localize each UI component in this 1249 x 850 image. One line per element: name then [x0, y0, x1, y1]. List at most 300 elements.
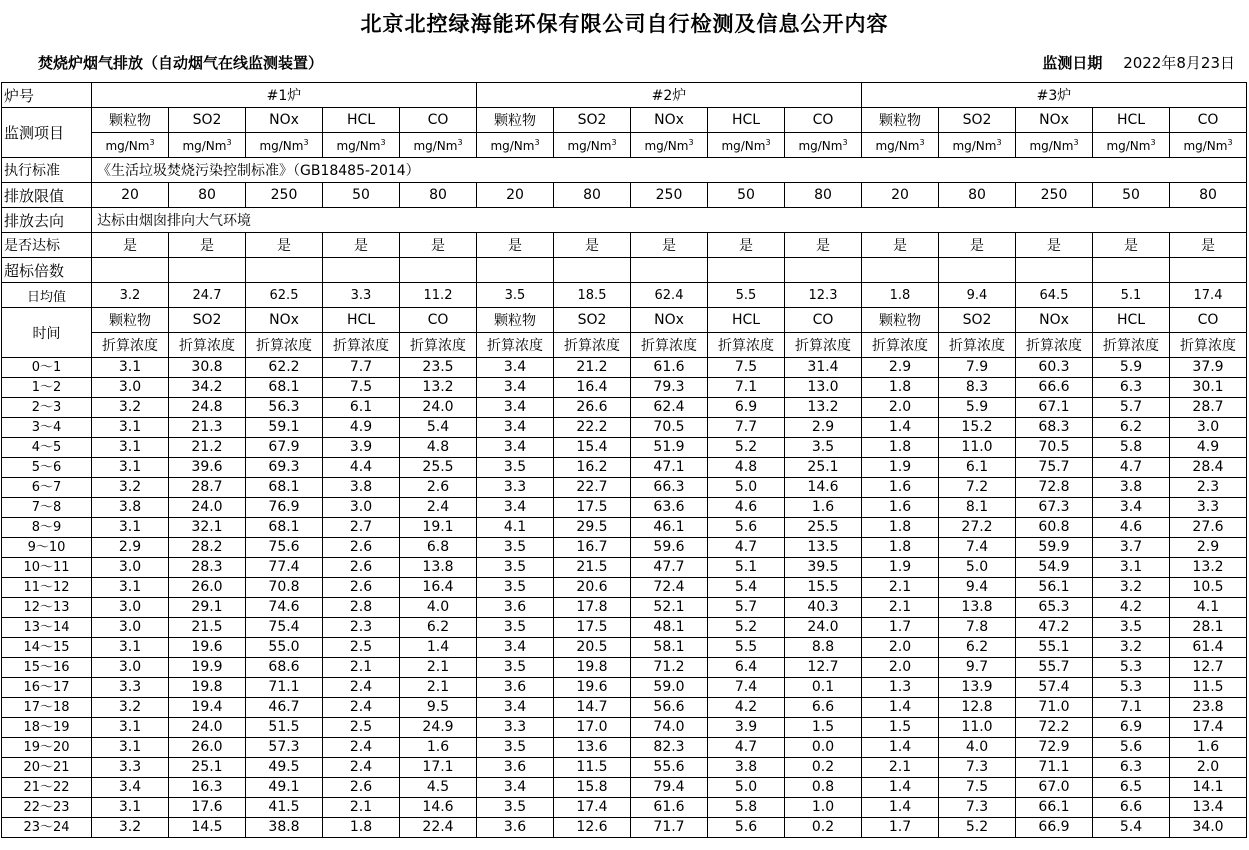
hourly-value: 11.5 — [554, 758, 631, 778]
hourly-value: 4.1 — [477, 518, 554, 538]
hourly-value: 21.2 — [554, 358, 631, 378]
converted-label: 折算浓度 — [785, 333, 862, 358]
hourly-value: 0.2 — [785, 758, 862, 778]
hourly-value: 1.5 — [862, 718, 939, 738]
hourly-value: 67.0 — [1016, 778, 1093, 798]
hourly-value: 51.9 — [631, 438, 708, 458]
hourly-value: 55.1 — [1016, 638, 1093, 658]
hourly-value: 3.5 — [1093, 618, 1170, 638]
pollutant-header: NOx — [631, 108, 708, 133]
compliant-value: 是 — [323, 233, 400, 258]
hourly-value: 15.2 — [939, 418, 1016, 438]
hourly-value: 1.3 — [862, 678, 939, 698]
pollutant-header: HCL — [708, 108, 785, 133]
hourly-value: 37.9 — [1170, 358, 1247, 378]
hourly-row — [2, 778, 1247, 798]
hourly-value: 27.6 — [1170, 518, 1247, 538]
hourly-value: 2.9 — [785, 418, 862, 438]
hourly-value: 2.6 — [400, 478, 477, 498]
hourly-value: 72.8 — [1016, 478, 1093, 498]
hourly-value: 6.9 — [1093, 718, 1170, 738]
hourly-row — [2, 658, 1247, 678]
hourly-value: 75.6 — [246, 538, 323, 558]
hourly-value: 4.1 — [1170, 598, 1247, 618]
hourly-value: 2.1 — [323, 658, 400, 678]
converted-label: 折算浓度 — [246, 333, 323, 358]
unit-cell — [708, 133, 785, 158]
hourly-value: 2.1 — [400, 678, 477, 698]
hourly-value: 31.4 — [785, 358, 862, 378]
hourly-row — [2, 518, 1247, 538]
daily-average-value: 5.5 — [708, 283, 785, 308]
hourly-value: 3.1 — [1093, 558, 1170, 578]
hourly-value: 9.4 — [939, 578, 1016, 598]
compliant-value: 是 — [92, 233, 169, 258]
hourly-value: 21.2 — [169, 438, 246, 458]
unit-text: mg/Nm — [413, 138, 458, 153]
hourly-value: 14.1 — [1170, 778, 1247, 798]
hourly-value: 21.5 — [169, 618, 246, 638]
hourly-row — [2, 458, 1247, 478]
unit-text: mg/Nm — [336, 138, 381, 153]
hourly-value: 19.9 — [169, 658, 246, 678]
hourly-value: 28.3 — [169, 558, 246, 578]
hourly-value: 17.4 — [554, 798, 631, 818]
hourly-value: 6.3 — [1093, 758, 1170, 778]
hourly-value: 1.4 — [862, 798, 939, 818]
hourly-value: 7.8 — [939, 618, 1016, 638]
hourly-value: 3.8 — [708, 758, 785, 778]
hourly-pollutant-header: NOx — [631, 308, 708, 333]
unit-cell — [939, 133, 1016, 158]
hourly-value: 79.4 — [631, 778, 708, 798]
hourly-value: 3.4 — [477, 378, 554, 398]
hourly-value: 0.2 — [785, 818, 862, 838]
hourly-value: 3.0 — [92, 558, 169, 578]
hourly-value: 6.2 — [939, 638, 1016, 658]
unit-cell — [92, 133, 169, 158]
hourly-value: 1.4 — [400, 638, 477, 658]
hourly-value: 32.1 — [169, 518, 246, 538]
hourly-value: 7.7 — [323, 358, 400, 378]
hourly-value: 2.0 — [862, 638, 939, 658]
unit-text: mg/Nm — [182, 138, 227, 153]
hourly-value: 11.0 — [939, 438, 1016, 458]
limit-value: 80 — [400, 183, 477, 208]
hourly-value: 21.5 — [554, 558, 631, 578]
hourly-value: 25.1 — [785, 458, 862, 478]
hourly-value: 3.1 — [92, 798, 169, 818]
exceed-value — [631, 258, 708, 283]
limit-value: 50 — [1093, 183, 1170, 208]
hourly-value: 1.6 — [862, 498, 939, 518]
hourly-value: 3.5 — [477, 538, 554, 558]
hourly-value: 1.8 — [323, 818, 400, 838]
row-label-time: 时间 — [2, 308, 92, 358]
time-range: 1～2 — [2, 378, 92, 398]
hourly-pollutant-header: CO — [1170, 308, 1247, 333]
daily-average-value: 3.3 — [323, 283, 400, 308]
hourly-value: 56.1 — [1016, 578, 1093, 598]
hourly-value: 28.1 — [1170, 618, 1247, 638]
time-range: 9～10 — [2, 538, 92, 558]
unit-text: mg/Nm — [1029, 138, 1074, 153]
hourly-value: 5.9 — [1093, 358, 1170, 378]
converted-label: 折算浓度 — [554, 333, 631, 358]
hourly-value: 71.0 — [1016, 698, 1093, 718]
hourly-value: 5.0 — [708, 478, 785, 498]
unit-cell — [862, 133, 939, 158]
hourly-value: 7.1 — [1093, 698, 1170, 718]
hourly-value: 3.5 — [477, 458, 554, 478]
hourly-row — [2, 558, 1247, 578]
hourly-value: 12.7 — [785, 658, 862, 678]
hourly-row — [2, 478, 1247, 498]
hourly-value: 19.8 — [169, 678, 246, 698]
converted-label: 折算浓度 — [939, 333, 1016, 358]
hourly-value: 0.1 — [785, 678, 862, 698]
unit-cell — [1016, 133, 1093, 158]
hourly-value: 2.4 — [323, 678, 400, 698]
date-value: 2022年8月23日 — [1123, 54, 1235, 72]
hourly-value: 28.4 — [1170, 458, 1247, 478]
pollutant-header: 颗粒物 — [92, 108, 169, 133]
converted-label: 折算浓度 — [477, 333, 554, 358]
hourly-value: 7.4 — [708, 678, 785, 698]
unit-superscript: 3 — [611, 137, 617, 147]
hourly-value: 10.5 — [1170, 578, 1247, 598]
hourly-value: 23.8 — [1170, 698, 1247, 718]
hourly-value: 68.1 — [246, 378, 323, 398]
hourly-value: 70.5 — [631, 418, 708, 438]
hourly-pollutant-header: SO2 — [169, 308, 246, 333]
hourly-value: 3.0 — [323, 498, 400, 518]
hourly-row — [2, 598, 1247, 618]
hourly-value: 5.5 — [708, 638, 785, 658]
hourly-value: 3.1 — [92, 738, 169, 758]
hourly-value: 3.3 — [92, 678, 169, 698]
hourly-value: 5.6 — [1093, 738, 1170, 758]
hourly-value: 66.3 — [631, 478, 708, 498]
exceed-value — [477, 258, 554, 283]
hourly-value: 17.1 — [400, 758, 477, 778]
hourly-value: 69.3 — [246, 458, 323, 478]
pollutant-header: SO2 — [554, 108, 631, 133]
hourly-value: 2.0 — [862, 658, 939, 678]
hourly-value: 11.5 — [1170, 678, 1247, 698]
hourly-value: 2.3 — [1170, 478, 1247, 498]
hourly-value: 79.3 — [631, 378, 708, 398]
pollutant-header: CO — [1170, 108, 1247, 133]
row-label-daily-average: 日均值 — [2, 283, 92, 308]
hourly-value: 3.2 — [92, 698, 169, 718]
unit-text: mg/Nm — [259, 138, 304, 153]
hourly-value: 30.8 — [169, 358, 246, 378]
hourly-value: 1.6 — [400, 738, 477, 758]
hourly-value: 7.3 — [939, 758, 1016, 778]
hourly-value: 68.3 — [1016, 418, 1093, 438]
time-range: 13～14 — [2, 618, 92, 638]
limit-value: 80 — [554, 183, 631, 208]
row-label-furnace: 炉号 — [2, 83, 92, 108]
daily-average-value: 1.8 — [862, 283, 939, 308]
hourly-value: 24.9 — [400, 718, 477, 738]
exceed-value — [939, 258, 1016, 283]
compliant-row — [2, 233, 1247, 258]
hourly-row — [2, 738, 1247, 758]
exceed-value — [92, 258, 169, 283]
time-range: 10～11 — [2, 558, 92, 578]
hourly-value: 4.6 — [708, 498, 785, 518]
hourly-value: 6.1 — [939, 458, 1016, 478]
hourly-value: 7.2 — [939, 478, 1016, 498]
exceed-value — [708, 258, 785, 283]
hourly-value: 2.6 — [323, 558, 400, 578]
hourly-pollutant-header: 颗粒物 — [862, 308, 939, 333]
unit-cell — [323, 133, 400, 158]
hourly-value: 8.3 — [939, 378, 1016, 398]
hourly-value: 2.4 — [323, 698, 400, 718]
hourly-value: 3.5 — [477, 558, 554, 578]
unit-text: mg/Nm — [952, 138, 997, 153]
hourly-value: 6.4 — [708, 658, 785, 678]
hourly-value: 2.4 — [323, 738, 400, 758]
hourly-value: 11.0 — [939, 718, 1016, 738]
hourly-value: 28.7 — [169, 478, 246, 498]
hourly-value: 9.5 — [400, 698, 477, 718]
hourly-value: 82.3 — [631, 738, 708, 758]
unit-text: mg/Nm — [1106, 138, 1151, 153]
hourly-value: 75.4 — [246, 618, 323, 638]
exceed-value — [246, 258, 323, 283]
unit-superscript: 3 — [380, 137, 386, 147]
hourly-row — [2, 718, 1247, 738]
hourly-value: 15.4 — [554, 438, 631, 458]
hourly-value: 26.6 — [554, 398, 631, 418]
hourly-value: 66.1 — [1016, 798, 1093, 818]
hourly-value: 25.5 — [400, 458, 477, 478]
hourly-value: 20.5 — [554, 638, 631, 658]
hourly-value: 3.9 — [323, 438, 400, 458]
hourly-value: 2.6 — [323, 578, 400, 598]
time-range: 22～23 — [2, 798, 92, 818]
hourly-value: 4.8 — [708, 458, 785, 478]
hourly-value: 7.9 — [939, 358, 1016, 378]
hourly-value: 24.8 — [169, 398, 246, 418]
hourly-value: 4.0 — [400, 598, 477, 618]
time-range: 15～16 — [2, 658, 92, 678]
hourly-value: 14.5 — [169, 818, 246, 838]
hourly-value: 3.4 — [92, 778, 169, 798]
hourly-value: 49.5 — [246, 758, 323, 778]
hourly-value: 5.2 — [708, 618, 785, 638]
unit-cell — [400, 133, 477, 158]
limit-value: 80 — [785, 183, 862, 208]
unit-superscript: 3 — [1227, 137, 1233, 147]
hourly-value: 38.8 — [246, 818, 323, 838]
hourly-value: 34.0 — [1170, 818, 1247, 838]
unit-superscript: 3 — [688, 137, 694, 147]
unit-text: mg/Nm — [567, 138, 612, 153]
hourly-value: 2.6 — [323, 538, 400, 558]
time-range: 18～19 — [2, 718, 92, 738]
hourly-value: 56.3 — [246, 398, 323, 418]
daily-average-row — [2, 283, 1247, 308]
hourly-value: 55.7 — [1016, 658, 1093, 678]
hourly-pollutant-header: HCL — [1093, 308, 1170, 333]
hourly-value: 63.6 — [631, 498, 708, 518]
hourly-value: 3.1 — [92, 518, 169, 538]
hourly-value: 20.6 — [554, 578, 631, 598]
daily-average-value: 3.5 — [477, 283, 554, 308]
row-label-limit: 排放限值 — [2, 183, 92, 208]
unit-text: mg/Nm — [1183, 138, 1228, 153]
hourly-value: 61.6 — [631, 358, 708, 378]
hourly-value: 3.5 — [477, 578, 554, 598]
hourly-pollutant-header: NOx — [1016, 308, 1093, 333]
hourly-value: 28.7 — [1170, 398, 1247, 418]
hourly-value: 2.8 — [323, 598, 400, 618]
hourly-value: 9.7 — [939, 658, 1016, 678]
hourly-value: 2.1 — [862, 578, 939, 598]
hourly-value: 3.1 — [92, 718, 169, 738]
exceed-value — [1093, 258, 1170, 283]
hourly-value: 3.2 — [1093, 578, 1170, 598]
hourly-value: 67.1 — [1016, 398, 1093, 418]
limit-value: 50 — [708, 183, 785, 208]
unit-cell — [1170, 133, 1247, 158]
hourly-pollutant-header: NOx — [246, 308, 323, 333]
unit-superscript: 3 — [765, 137, 771, 147]
hourly-value: 76.9 — [246, 498, 323, 518]
limit-value: 20 — [862, 183, 939, 208]
hourly-value: 48.1 — [631, 618, 708, 638]
hourly-value: 3.4 — [1093, 498, 1170, 518]
daily-average-value: 9.4 — [939, 283, 1016, 308]
hourly-value: 29.5 — [554, 518, 631, 538]
hourly-value: 3.8 — [1093, 478, 1170, 498]
daily-average-value: 11.2 — [400, 283, 477, 308]
hourly-value: 59.6 — [631, 538, 708, 558]
hourly-row — [2, 618, 1247, 638]
hourly-value: 24.0 — [785, 618, 862, 638]
hourly-value: 4.6 — [1093, 518, 1170, 538]
unit-cell — [1093, 133, 1170, 158]
hourly-value: 2.1 — [400, 658, 477, 678]
hourly-value: 1.6 — [785, 498, 862, 518]
hourly-value: 3.4 — [477, 698, 554, 718]
hourly-value: 2.9 — [92, 538, 169, 558]
hourly-value: 14.6 — [785, 478, 862, 498]
row-label-compliant: 是否达标 — [2, 233, 92, 258]
daily-average-value: 62.5 — [246, 283, 323, 308]
daily-average-value: 5.1 — [1093, 283, 1170, 308]
page-title: 北京北控绿海能环保有限公司自行检测及信息公开内容 — [360, 11, 889, 36]
hourly-value: 3.1 — [92, 578, 169, 598]
time-range: 2～3 — [2, 398, 92, 418]
pollutant-row — [2, 108, 1247, 133]
hourly-value: 1.7 — [862, 818, 939, 838]
hourly-value: 67.3 — [1016, 498, 1093, 518]
hourly-pollutant-header: HCL — [708, 308, 785, 333]
hourly-value: 4.8 — [400, 438, 477, 458]
unit-text: mg/Nm — [490, 138, 535, 153]
hourly-value: 27.2 — [939, 518, 1016, 538]
hourly-value: 0.8 — [785, 778, 862, 798]
compliant-value: 是 — [554, 233, 631, 258]
hourly-value: 62.4 — [631, 398, 708, 418]
hourly-value: 72.9 — [1016, 738, 1093, 758]
unit-cell — [554, 133, 631, 158]
hourly-value: 4.7 — [1093, 458, 1170, 478]
hourly-value: 3.4 — [477, 398, 554, 418]
compliant-value: 是 — [939, 233, 1016, 258]
hourly-value: 6.1 — [323, 398, 400, 418]
hourly-value: 3.4 — [477, 498, 554, 518]
hourly-value: 77.4 — [246, 558, 323, 578]
hourly-value: 17.5 — [554, 498, 631, 518]
destination-text: 达标由烟囱排向大气环境 — [92, 208, 1247, 233]
hourly-value: 7.7 — [708, 418, 785, 438]
hourly-value: 1.4 — [862, 418, 939, 438]
hourly-value: 4.0 — [939, 738, 1016, 758]
unit-row — [2, 133, 1247, 158]
exceed-value — [169, 258, 246, 283]
exceed-value — [323, 258, 400, 283]
limit-value: 80 — [939, 183, 1016, 208]
exceed-value — [554, 258, 631, 283]
hourly-value: 6.8 — [400, 538, 477, 558]
limit-value: 250 — [631, 183, 708, 208]
unit-cell — [631, 133, 708, 158]
compliant-value: 是 — [862, 233, 939, 258]
table-subtitle: 焚烧炉烟气排放（自动烟气在线监测装置） — [38, 54, 324, 72]
time-range: 7～8 — [2, 498, 92, 518]
hourly-value: 4.9 — [1170, 438, 1247, 458]
hourly-value: 2.4 — [323, 758, 400, 778]
compliant-value: 是 — [785, 233, 862, 258]
hourly-value: 58.1 — [631, 638, 708, 658]
hourly-value: 2.0 — [862, 398, 939, 418]
hourly-value: 1.5 — [785, 718, 862, 738]
hourly-value: 2.1 — [862, 758, 939, 778]
hourly-value: 75.7 — [1016, 458, 1093, 478]
hourly-value: 3.5 — [477, 738, 554, 758]
unit-superscript: 3 — [996, 137, 1002, 147]
hourly-value: 2.9 — [862, 358, 939, 378]
hourly-value: 70.5 — [1016, 438, 1093, 458]
hourly-value: 60.3 — [1016, 358, 1093, 378]
hourly-row — [2, 698, 1247, 718]
limit-value: 20 — [477, 183, 554, 208]
hourly-value: 3.8 — [323, 478, 400, 498]
hourly-value: 71.2 — [631, 658, 708, 678]
hourly-value: 3.6 — [477, 678, 554, 698]
limit-value: 80 — [169, 183, 246, 208]
furnace-header: #1炉 — [92, 83, 477, 108]
hourly-value: 19.1 — [400, 518, 477, 538]
hourly-value: 7.5 — [939, 778, 1016, 798]
converted-label: 折算浓度 — [708, 333, 785, 358]
unit-superscript: 3 — [1150, 137, 1156, 147]
hourly-value: 5.7 — [708, 598, 785, 618]
hourly-pollutant-header: 颗粒物 — [477, 308, 554, 333]
hourly-value: 3.3 — [92, 758, 169, 778]
unit-text: mg/Nm — [644, 138, 689, 153]
converted-label: 折算浓度 — [169, 333, 246, 358]
pollutant-header: HCL — [1093, 108, 1170, 133]
hourly-value: 3.4 — [477, 778, 554, 798]
